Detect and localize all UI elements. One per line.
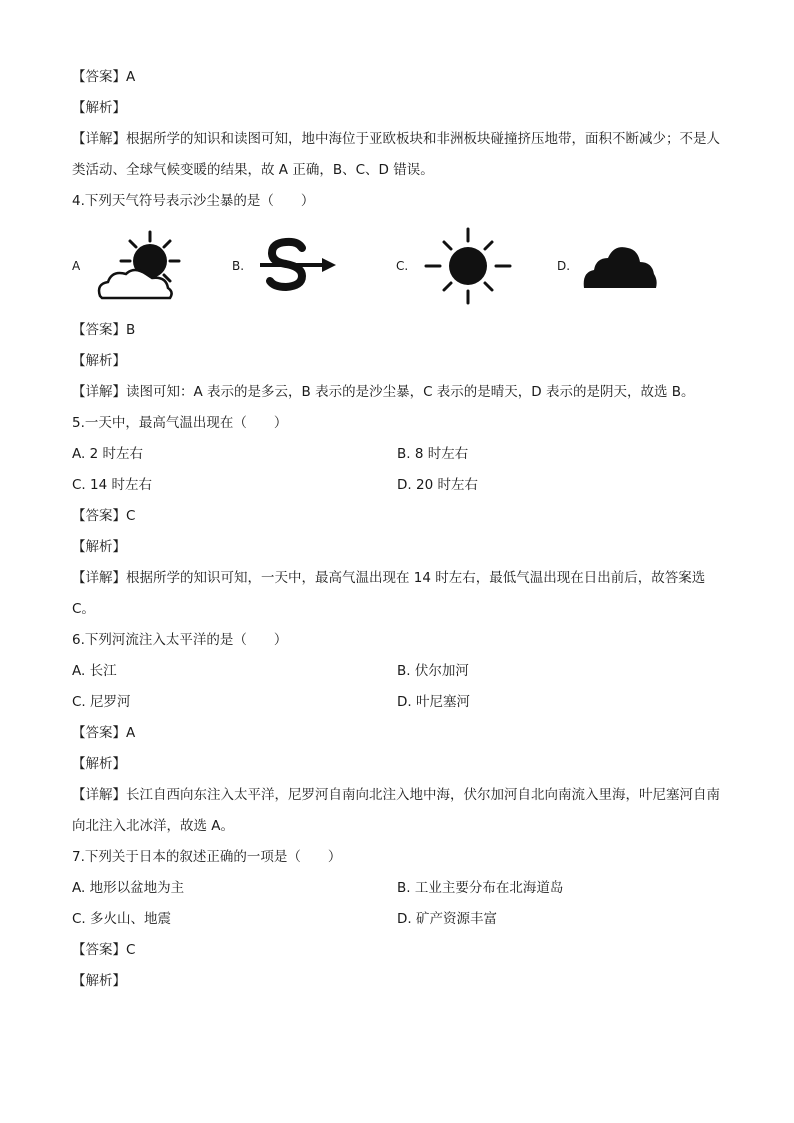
- q5-analysis-label: 【解析】: [72, 539, 126, 555]
- q3-analysis-label: 【解析】: [72, 100, 126, 116]
- q5-option-b: B. 8 时左右: [397, 446, 469, 462]
- q7-option-c: C. 多火山、地震: [72, 911, 172, 927]
- q4-option-d: [557, 223, 660, 309]
- q5-options-row-1: [72, 439, 732, 470]
- q6-options-row-2: [72, 687, 732, 718]
- q4-option-d-letter: D.: [557, 259, 571, 273]
- q7-option-d: D. 矿产资源丰富: [397, 911, 497, 927]
- q5-question: 5.一天中，最高气温出现在（ ）: [72, 415, 288, 431]
- q6-option-d: D. 叶尼塞河: [397, 694, 470, 710]
- q4-option-a-letter: A: [72, 259, 81, 273]
- q6-option-a: A. 长江: [72, 663, 117, 679]
- q7-answer: 【答案】C: [72, 942, 136, 958]
- q7-options-row-1: [72, 873, 732, 904]
- q6-option-c: C. 尼罗河: [72, 694, 131, 710]
- q5-options-row-2: [72, 470, 732, 501]
- q7-analysis-label: 【解析】: [72, 973, 126, 989]
- q3-answer: 【答案】A: [72, 69, 136, 85]
- q4-option-a: [72, 223, 190, 309]
- q5-option-d: D. 20 时左右: [397, 477, 478, 493]
- q5-detail: 【详解】根据所学的知识可知，一天中，最高气温出现在 14 时左右，最低气温出现在日出前后，故答案选 C。: [72, 570, 706, 617]
- q4-option-b-letter: B.: [232, 259, 245, 273]
- q6-options-row-1: [72, 656, 732, 687]
- sunny-icon: [418, 225, 518, 307]
- exam-page: [72, 62, 732, 997]
- q4-option-b: [232, 223, 344, 309]
- q6-option-b: B. 伏尔加河: [397, 663, 469, 679]
- q5-option-a: A. 2 时左右: [72, 446, 143, 462]
- q6-answer: 【答案】A: [72, 725, 136, 741]
- q7-question: 7.下列关于日本的叙述正确的一项是（ ）: [72, 849, 342, 865]
- partly-cloudy-icon: [90, 226, 190, 306]
- sandstorm-icon: [254, 231, 344, 301]
- q4-detail: 【详解】读图可知：A 表示的是多云，B 表示的是沙尘暴，C 表示的是晴天，D 表示的是阴天，故选 B。: [72, 384, 695, 400]
- q3-detail: 【详解】根据所学的知识和读图可知，地中海位于亚欧板块和非洲板块碰撞挤压地带，面积不断减少；不是人类活动、全球气候变暖的结果，故 A 正确，B、C、D 错误。: [72, 131, 720, 178]
- q4-option-c-letter: C.: [396, 259, 409, 273]
- q6-detail: 【详解】长江自西向东注入太平洋，尼罗河自南向北注入地中海，伏尔加河自北向南流入里海，叶尼塞河自南向北注入北冰洋，故选 A。: [72, 787, 720, 834]
- q4-option-c: [396, 223, 518, 309]
- q4-options: [72, 223, 732, 309]
- q7-option-b: B. 工业主要分布在北海道岛: [397, 880, 564, 896]
- q4-question: 4.下列天气符号表示沙尘暴的是（ ）: [72, 193, 315, 209]
- overcast-icon: [580, 236, 660, 296]
- q6-question: 6.下列河流注入太平洋的是（ ）: [72, 632, 288, 648]
- q7-option-a: A. 地形以盆地为主: [72, 880, 185, 896]
- q6-analysis-label: 【解析】: [72, 756, 126, 772]
- q5-option-c: C. 14 时左右: [72, 477, 152, 493]
- q5-answer: 【答案】C: [72, 508, 136, 524]
- q7-options-row-2: [72, 904, 732, 935]
- q4-answer: 【答案】B: [72, 322, 136, 338]
- q4-analysis-label: 【解析】: [72, 353, 126, 369]
